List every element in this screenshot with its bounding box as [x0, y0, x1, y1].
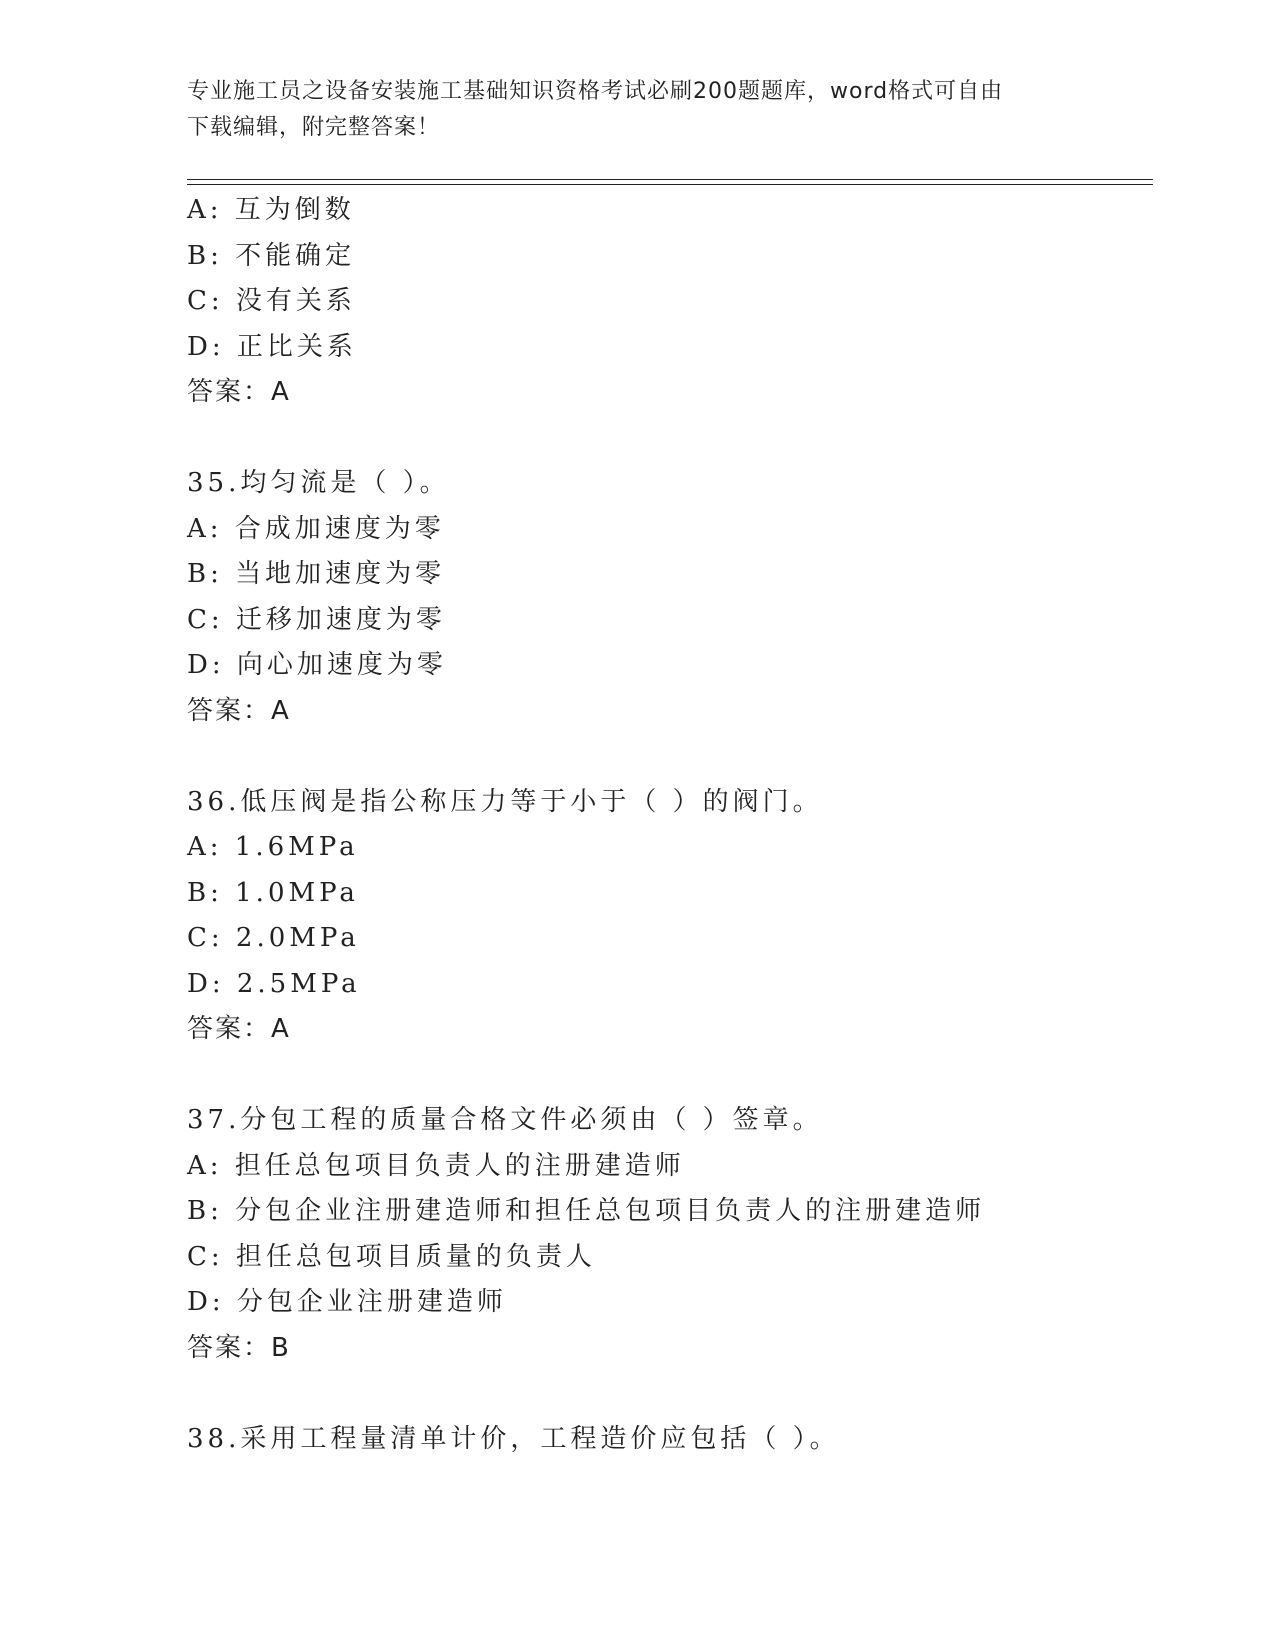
spacer	[187, 1371, 1187, 1417]
question-37	[187, 1098, 1187, 1371]
header-divider-bottom	[187, 184, 1153, 185]
document-header	[187, 74, 1067, 146]
question-35	[187, 461, 1187, 734]
question-text: 36.低压阀是指公称压力等于小于（ ）的阀门。	[187, 786, 823, 817]
option-d: D: 向心加速度为零	[187, 650, 447, 680]
option-a: A: 合成加速度为零	[187, 513, 445, 544]
option-d: D: 分包企业注册建造师	[187, 1287, 507, 1317]
spacer	[187, 416, 1187, 462]
option-a: A: 担任总包项目负责人的注册建造师	[187, 1150, 685, 1181]
question-list	[187, 188, 1187, 1462]
header-title-line-1: 专业施工员之设备安装施工基础知识资格考试必刷200题题库，word格式可自由	[187, 79, 1004, 104]
question-36	[187, 780, 1187, 1053]
question-text: 35.均匀流是（ ）。	[187, 468, 450, 498]
option-d: D: 2.5MPa	[187, 968, 361, 999]
header-title-line-2: 下载编辑，附完整答案！	[187, 115, 441, 140]
answer-line: 答案：A	[187, 1014, 291, 1044]
option-b: B: 当地加速度为零	[187, 559, 446, 589]
option-b: B: 1.0MPa	[187, 877, 359, 908]
answer-line: 答案：A	[187, 695, 291, 726]
option-b: B: 不能确定	[187, 240, 356, 271]
option-c: C: 没有关系	[187, 286, 356, 316]
question-text: 38.采用工程量清单计价，工程造价应包括（ ）。	[187, 1423, 840, 1454]
question-38	[187, 1417, 1187, 1463]
header-divider-top	[187, 179, 1153, 180]
option-c: C: 2.0MPa	[187, 923, 360, 953]
question-34	[187, 188, 1187, 416]
option-a: A: 1.6MPa	[187, 832, 359, 862]
option-c: C: 迁移加速度为零	[187, 604, 446, 635]
answer-line: 答案：A	[187, 377, 291, 407]
option-c: C: 担任总包项目质量的负责人	[187, 1241, 596, 1272]
option-b: B: 分包企业注册建造师和担任总包项目负责人的注册建造师	[187, 1196, 986, 1226]
option-a: A: 互为倒数	[187, 195, 355, 225]
option-d: D: 正比关系	[187, 331, 357, 362]
spacer	[187, 734, 1187, 780]
spacer	[187, 1053, 1187, 1099]
question-text: 37.分包工程的质量合格文件必须由（ ）签章。	[187, 1105, 823, 1135]
answer-line: 答案：B	[187, 1332, 291, 1363]
